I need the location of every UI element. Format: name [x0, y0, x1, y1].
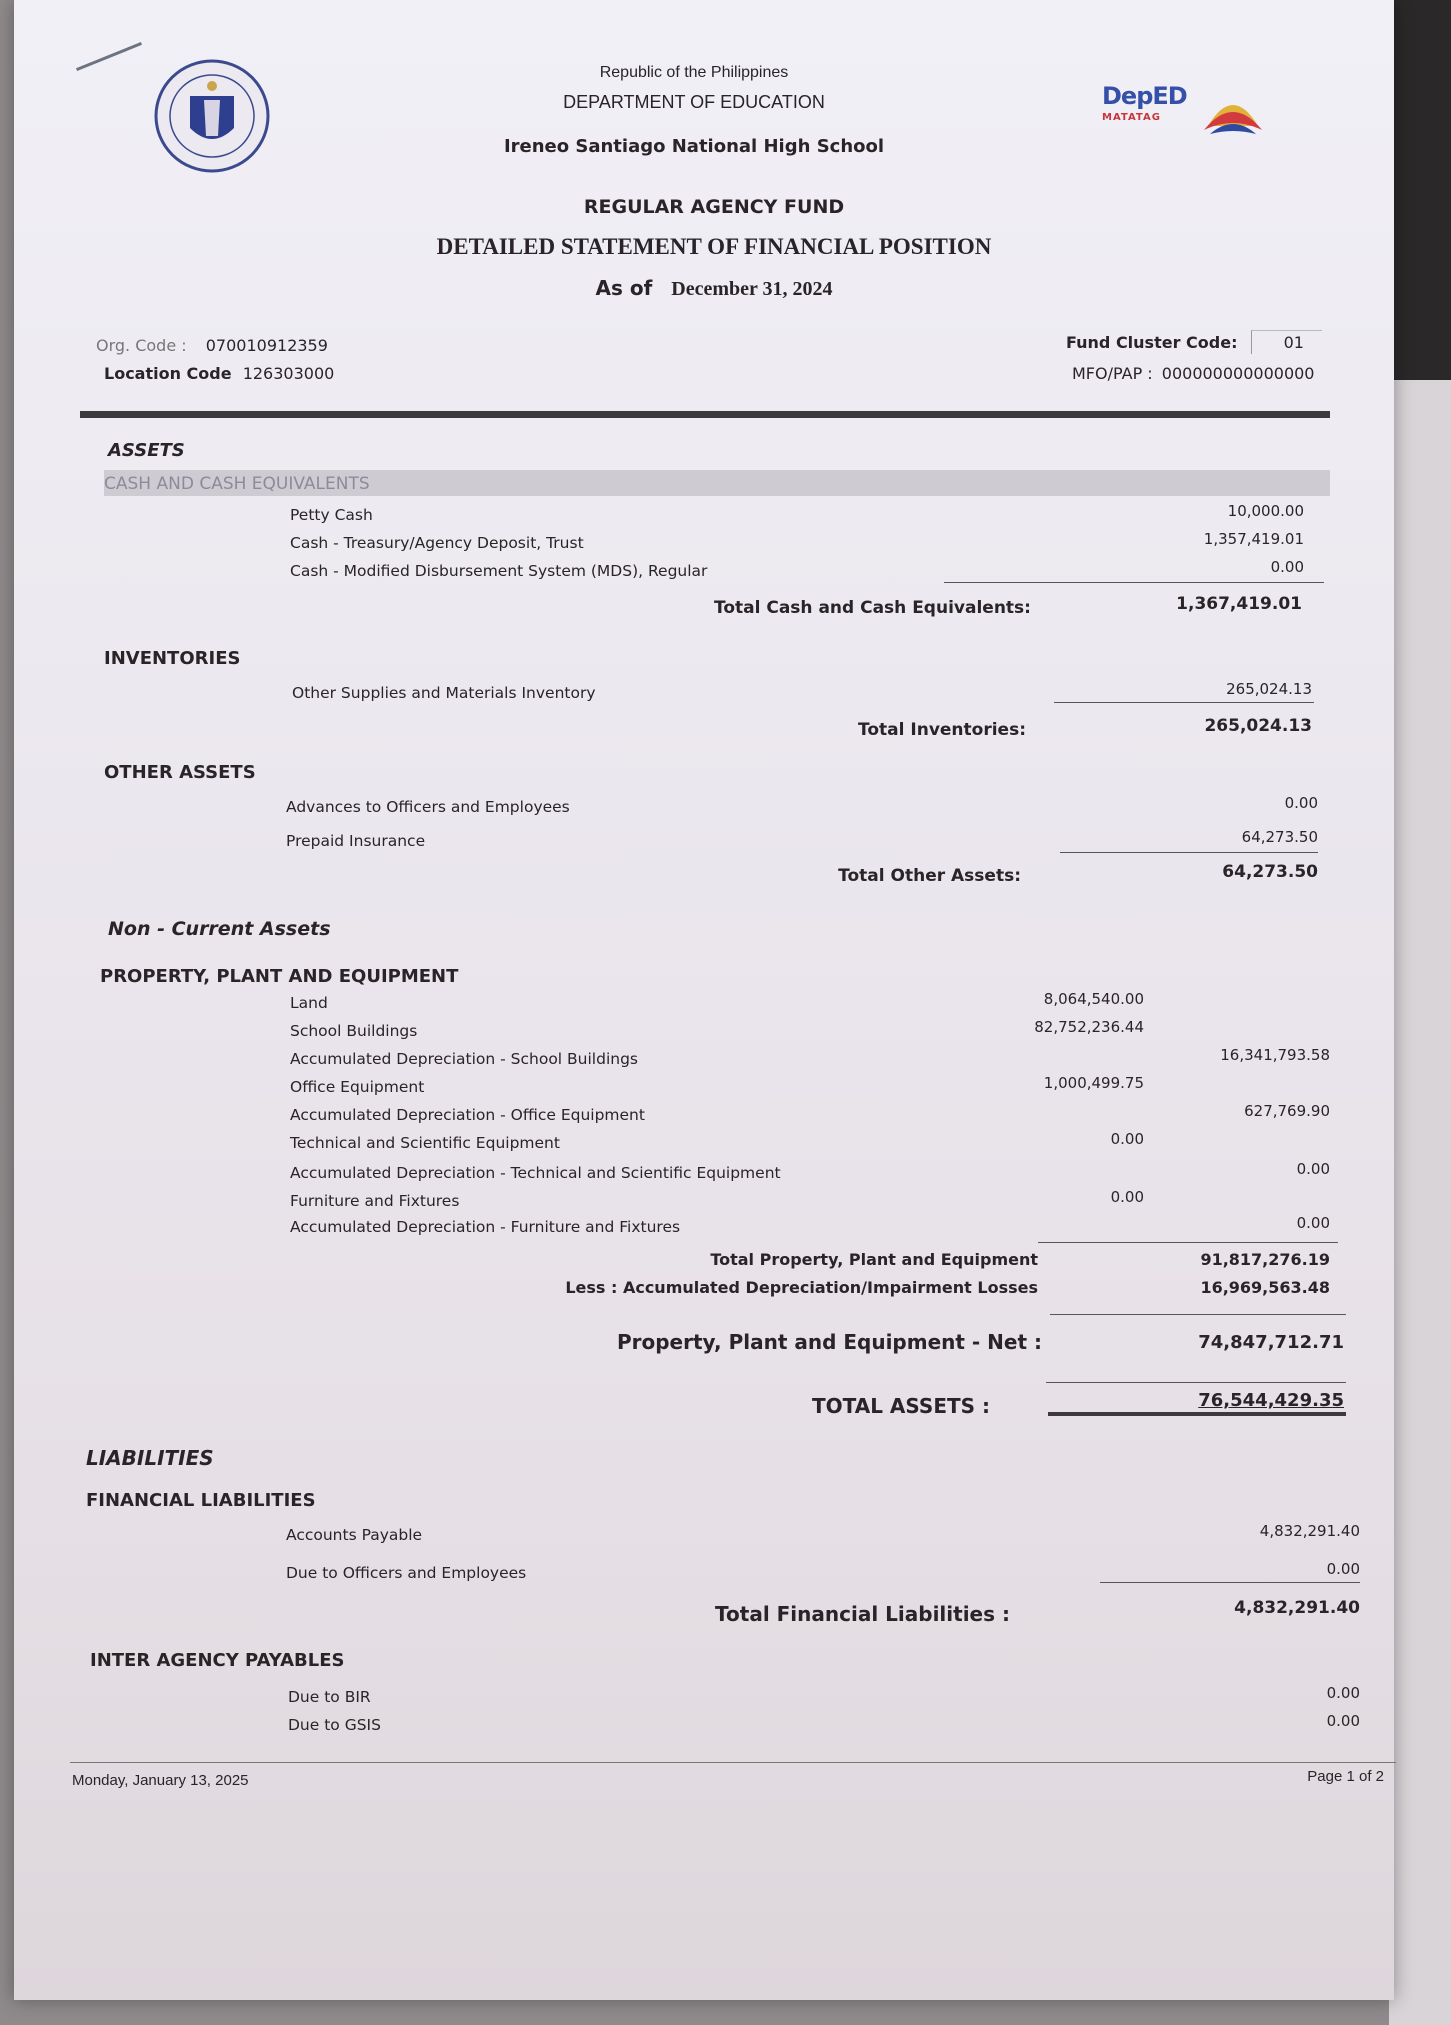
deped-matatag-logo: [1102, 82, 1187, 123]
republic-line: Republic of the Philippines: [599, 64, 789, 81]
inventory-item-label: Other Supplies and Materials Inventory: [292, 684, 596, 702]
ppe-item-label: Accumulated Depreciation - Furniture and Fixtures: [290, 1218, 681, 1236]
other-subtotal-rule: [1060, 852, 1318, 853]
inter-item-value: 0.00: [1326, 1684, 1360, 1702]
document-page: [14, 0, 1394, 2000]
ppe-total-label: Total Property, Plant and Equipment: [710, 1250, 1038, 1269]
total-assets-top-rule: [1046, 1382, 1346, 1383]
bagong-pilipinas-logo: [1198, 84, 1268, 144]
background-paper-stack: [1389, 380, 1451, 2025]
other-total-label: Total Other Assets:: [838, 866, 1021, 886]
school-name: Ireneo Santiago National High School: [503, 136, 885, 157]
total-assets-double-rule: [1048, 1412, 1346, 1416]
fund-cluster-value: 01: [1251, 330, 1322, 354]
as-of-label: As of: [595, 276, 653, 300]
other-item-value: 64,273.50: [1241, 828, 1318, 846]
financial-item-label: Due to Officers and Employees: [286, 1564, 527, 1582]
ppe-item-depreciation: 0.00: [1296, 1160, 1330, 1178]
fund-title: REGULAR AGENCY FUND: [583, 196, 845, 218]
as-of-date: December 31, 2024: [671, 278, 833, 300]
ppe-item-cost: 0.00: [1110, 1188, 1144, 1206]
header-rule: [80, 411, 1330, 418]
ppe-heading: PROPERTY, PLANT AND EQUIPMENT: [100, 966, 459, 987]
total-assets: 76,544,429.35: [1198, 1390, 1344, 1411]
cash-total-label: Total Cash and Cash Equivalents:: [714, 598, 1031, 618]
inter-agency-heading: INTER AGENCY PAYABLES: [90, 1650, 345, 1671]
statement-title: DETAILED STATEMENT OF FINANCIAL POSITION: [436, 234, 992, 259]
ppe-less-label: Less : Accumulated Depreciation/Impairment Losses: [565, 1278, 1038, 1297]
ppe-item-label: Furniture and Fixtures: [290, 1192, 460, 1210]
ppe-item-cost: 82,752,236.44: [1034, 1018, 1144, 1036]
inter-item-label: Due to GSIS: [288, 1716, 381, 1734]
deped-logo-text: DepED: [1102, 82, 1187, 110]
ppe-item-label: Accumulated Depreciation - School Buildings: [290, 1050, 638, 1068]
location-code-label: Location Code: [104, 364, 232, 383]
mfo-pap-value: 000000000000000: [1161, 364, 1315, 383]
cash-item-value: 10,000.00: [1227, 502, 1304, 520]
matatag-text: MATATAG: [1102, 112, 1161, 123]
liabilities-heading: LIABILITIES: [86, 1446, 214, 1470]
assets-heading: ASSETS: [108, 440, 185, 461]
ppe-item-depreciation: 16,341,793.58: [1220, 1046, 1330, 1064]
org-code-value: 070010912359: [205, 336, 328, 355]
as-of-line: [14, 276, 1414, 301]
ppe-item-label: School Buildings: [290, 1022, 418, 1040]
other-assets-heading: OTHER ASSETS: [104, 762, 256, 783]
cash-item-value: 1,357,419.01: [1203, 530, 1304, 548]
ppe-item-label: Accumulated Depreciation - Technical and Scientific Equipment: [290, 1164, 781, 1182]
mfo-pap: [1072, 364, 1314, 383]
total-assets-label: TOTAL ASSETS :: [812, 1394, 990, 1418]
other-item-value: 0.00: [1284, 794, 1318, 812]
noncurrent-heading: Non - Current Assets: [108, 918, 331, 940]
department-line: DEPARTMENT OF EDUCATION: [563, 92, 825, 112]
ppe-item-label: Office Equipment: [290, 1078, 425, 1096]
financial-item-value: 0.00: [1326, 1560, 1360, 1578]
ppe-item-label: Land: [290, 994, 328, 1012]
financial-item-label: Accounts Payable: [286, 1526, 423, 1544]
other-total: 64,273.50: [1222, 862, 1318, 882]
other-item-label: Prepaid Insurance: [286, 832, 426, 850]
mfo-pap-label: MFO/PAP :: [1072, 364, 1153, 383]
ppe-net-rule: [1050, 1314, 1346, 1315]
location-code-value: 126303000: [242, 364, 335, 383]
ppe-net-label: Property, Plant and Equipment - Net :: [616, 1330, 1042, 1354]
ppe-net: 74,847,712.71: [1198, 1332, 1344, 1353]
ppe-less: 16,969,563.48: [1200, 1278, 1330, 1297]
cash-item-label: Cash - Treasury/Agency Deposit, Trust: [290, 534, 584, 552]
ppe-item-label: Accumulated Depreciation - Office Equipment: [290, 1106, 645, 1124]
cash-heading: CASH AND CASH EQUIVALENTS: [104, 474, 370, 494]
footer-page: Page 1 of 2: [1307, 1768, 1384, 1785]
inventory-item-value: 265,024.13: [1226, 680, 1312, 698]
ppe-item-depreciation: 627,769.90: [1244, 1102, 1330, 1120]
financial-liabilities-heading: FINANCIAL LIABILITIES: [86, 1490, 316, 1511]
org-code: [96, 336, 328, 355]
other-item-label: Advances to Officers and Employees: [286, 798, 570, 816]
fund-cluster: [1066, 330, 1322, 354]
footer-rule: [70, 1762, 1396, 1763]
inventories-total-label: Total Inventories:: [858, 720, 1026, 740]
background-surface: [1389, 0, 1451, 380]
ppe-total: 91,817,276.19: [1200, 1250, 1330, 1269]
ppe-item-cost: 0.00: [1110, 1130, 1144, 1148]
inventories-total: 265,024.13: [1204, 716, 1312, 736]
financial-total: 4,832,291.40: [1234, 1598, 1360, 1618]
ppe-item-cost: 8,064,540.00: [1043, 990, 1144, 1008]
cash-total: 1,367,419.01: [1176, 594, 1302, 614]
ppe-item-label: Technical and Scientific Equipment: [290, 1134, 560, 1152]
fund-cluster-label: Fund Cluster Code:: [1066, 333, 1238, 352]
inter-item-label: Due to BIR: [288, 1688, 371, 1706]
cash-item-label: Cash - Modified Disbursement System (MDS), Regular: [290, 562, 708, 580]
cash-item-label: Petty Cash: [290, 506, 373, 524]
location-code: [104, 364, 334, 383]
financial-item-value: 4,832,291.40: [1259, 1522, 1360, 1540]
ppe-subtotal-rule: [1038, 1242, 1338, 1243]
cash-subtotal-rule: [944, 582, 1324, 583]
org-code-label: Org. Code :: [96, 336, 187, 355]
cash-item-value: 0.00: [1270, 558, 1304, 576]
financial-total-label: Total Financial Liabilities :: [715, 1602, 1010, 1626]
ppe-item-cost: 1,000,499.75: [1043, 1074, 1144, 1092]
inventories-heading: INVENTORIES: [104, 648, 241, 669]
inter-item-value: 0.00: [1326, 1712, 1360, 1730]
inventory-subtotal-rule: [1054, 702, 1314, 703]
financial-subtotal-rule: [1100, 1582, 1360, 1583]
ppe-item-depreciation: 0.00: [1296, 1214, 1330, 1232]
footer-date: Monday, January 13, 2025: [72, 1772, 249, 1789]
